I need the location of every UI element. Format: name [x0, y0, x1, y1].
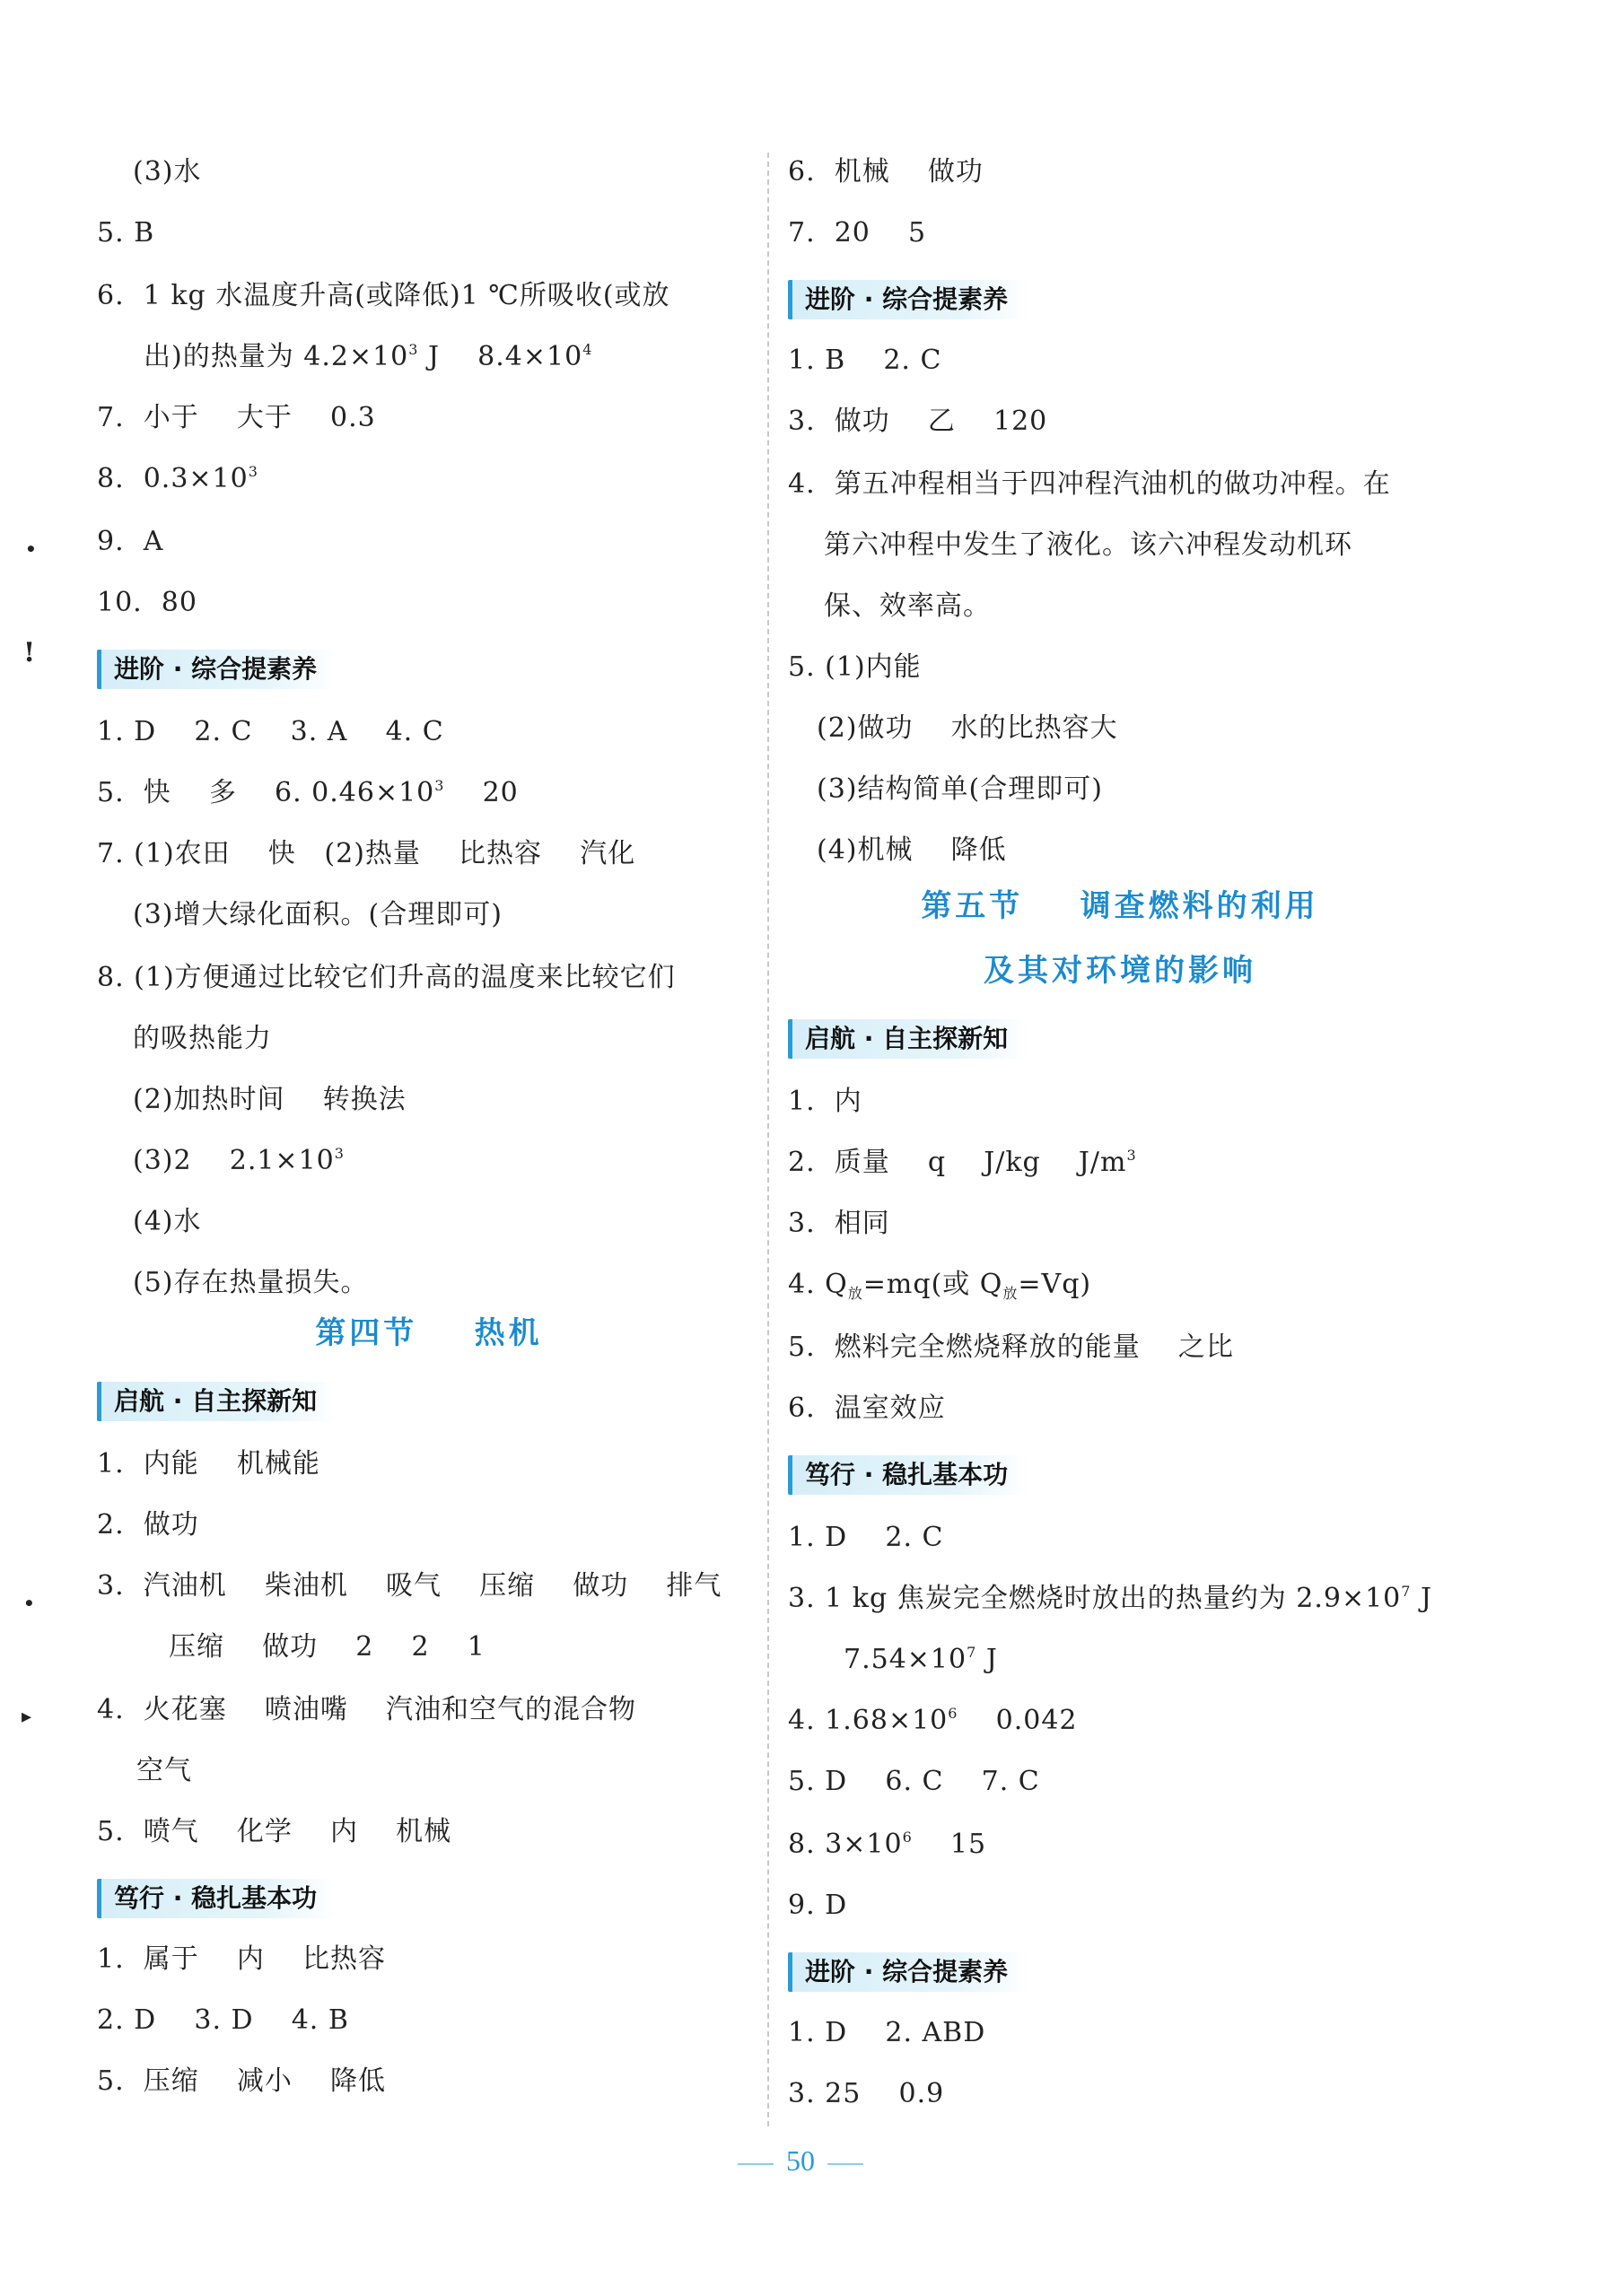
answer-line: (3)水: [133, 156, 202, 188]
answer-line: 4. $Q_放=mq$(或 $Q_放=Vq$): [788, 1269, 1092, 1302]
answer-line: (5)存在热量损失。: [133, 1267, 369, 1298]
answer-line: 4. 第五冲程相当于四冲程汽油机的做功冲程。在: [788, 468, 1391, 500]
answer-line: 7. (1)农田 快 (2)热量 比热容 汽化: [97, 838, 636, 869]
column-divider: [767, 153, 769, 2126]
answer-line: 6. 机械 做功: [788, 156, 984, 188]
answer-line: 3. 汽油机 柴油机 吸气 压缩 做功 排气: [97, 1570, 722, 1602]
answer-line: 4. 火花塞 喷油嘴 汽油和空气的混合物: [97, 1694, 636, 1725]
section-tag: 笃行 · 稳扎基本功: [97, 1879, 337, 1918]
answer-line: 5. 快 多 6. $0.46\times 10^3$ 20: [97, 777, 519, 808]
page-number-dash: [827, 2163, 863, 2165]
answer-line: (4)机械 降低: [817, 834, 1007, 866]
answer-line: 5. 燃料完全燃烧释放的能量 之比: [788, 1331, 1234, 1363]
section-title: 第五节 调查燃料的利用: [921, 888, 1319, 924]
answer-line: 1. D 2. C: [788, 1522, 944, 1553]
answer-line: 4. $1.68\times 10^6$ 0.042: [788, 1705, 1078, 1736]
answer-line: 2. 做功: [97, 1509, 199, 1541]
answer-line: 6. 1 kg 水温度升高(或降低)1 ℃所吸收(或放: [97, 280, 670, 311]
answer-line: $7.54\times 10^7$ J: [844, 1644, 998, 1675]
answer-line: 1. B 2. C: [788, 345, 942, 376]
answer-line: 第六冲程中发生了液化。该六冲程发动机环: [824, 529, 1352, 561]
answer-line: 3. 25 0.9: [788, 2078, 945, 2109]
answer-line: 8. $3\times 10^6$ 15: [788, 1829, 987, 1860]
answer-line: 保、效率高。: [824, 590, 991, 622]
answer-line: 3. 相同: [788, 1208, 890, 1239]
answer-line: 出)的热量为 $4.2\times 10^3$ J $8.4\times 10^4$: [144, 341, 593, 372]
answer-line: (3)增大绿化面积。(合理即可): [133, 899, 503, 930]
margin-mark: !: [23, 637, 36, 668]
answer-line: 压缩 做功 2 2 1: [169, 1631, 486, 1663]
section-title: 第四节 热机: [315, 1315, 543, 1351]
page-number-dash: [738, 2163, 774, 2165]
answer-line: (4)水: [133, 1206, 202, 1237]
answer-line: 2. D 3. D 4. B: [97, 2004, 349, 2036]
right-column: [788, 0, 1452, 2171]
answer-line: 5. B: [97, 217, 155, 249]
left-column: [97, 0, 761, 2171]
answer-line: 7. 20 5: [788, 217, 927, 249]
answer-line: 2. 质量 q J/kg $J/m^3$: [788, 1147, 1137, 1178]
section-tag: 启航 · 自主探新知: [97, 1382, 337, 1421]
answer-line: (3)2 $2.1\times 10^3$: [133, 1145, 345, 1176]
answer-line: 的吸热能力: [133, 1023, 272, 1054]
answer-line: (2)做功 水的比热容大: [817, 712, 1118, 744]
page-number-text: 50: [786, 2144, 815, 2177]
answer-line: 9. A: [97, 526, 164, 557]
margin-dot: •: [23, 1593, 35, 1614]
answer-line: 3. 1 kg 焦炭完全燃烧时放出的热量约为 $2.9\times 10^7$ J: [788, 1583, 1433, 1614]
answer-line: (3)结构简单(合理即可): [817, 773, 1103, 805]
answer-line: 6. 温室效应: [788, 1392, 946, 1424]
answer-line: 8. (1)方便通过比较它们升高的温度来比较它们: [97, 962, 676, 993]
answer-line: 5. 压缩 减小 降低: [97, 2065, 386, 2097]
answer-line: 8. $0.3\times 10^3$: [97, 463, 258, 494]
answer-line: 5. D 6. C 7. C: [788, 1766, 1040, 1797]
section-tag: 进阶 · 综合提素养: [788, 1952, 1028, 1992]
answer-line: 10. 80: [97, 587, 197, 618]
answer-line: 9. D: [788, 1890, 848, 1921]
answer-line: 1. 内: [788, 1086, 862, 1117]
margin-arrow: ▸: [22, 1705, 32, 1728]
page-number: [0, 2144, 1601, 2178]
section-tag: 进阶 · 综合提素养: [788, 280, 1028, 319]
answer-line: 1. D 2. C 3. A 4. C: [97, 716, 444, 747]
answer-line: 1. 属于 内 比热容: [97, 1943, 386, 1975]
answer-line: (2)加热时间 转换法: [133, 1084, 407, 1115]
section-tag: 笃行 · 稳扎基本功: [788, 1455, 1028, 1495]
answer-line: 1. 内能 机械能: [97, 1448, 320, 1480]
answer-line: 5. (1)内能: [788, 651, 922, 683]
answer-line: 3. 做功 乙 120: [788, 406, 1048, 437]
margin-dot: •: [25, 538, 37, 560]
answer-line: 空气: [136, 1755, 192, 1786]
section-tag: 启航 · 自主探新知: [788, 1019, 1028, 1059]
section-tag: 进阶 · 综合提素养: [97, 650, 337, 689]
section-title: 及其对环境的影响: [984, 953, 1256, 989]
answer-line: 7. 小于 大于 0.3: [97, 402, 376, 433]
answer-line: 1. D 2. ABD: [788, 2017, 986, 2048]
answer-line: 5. 喷气 化学 内 机械: [97, 1816, 452, 1847]
